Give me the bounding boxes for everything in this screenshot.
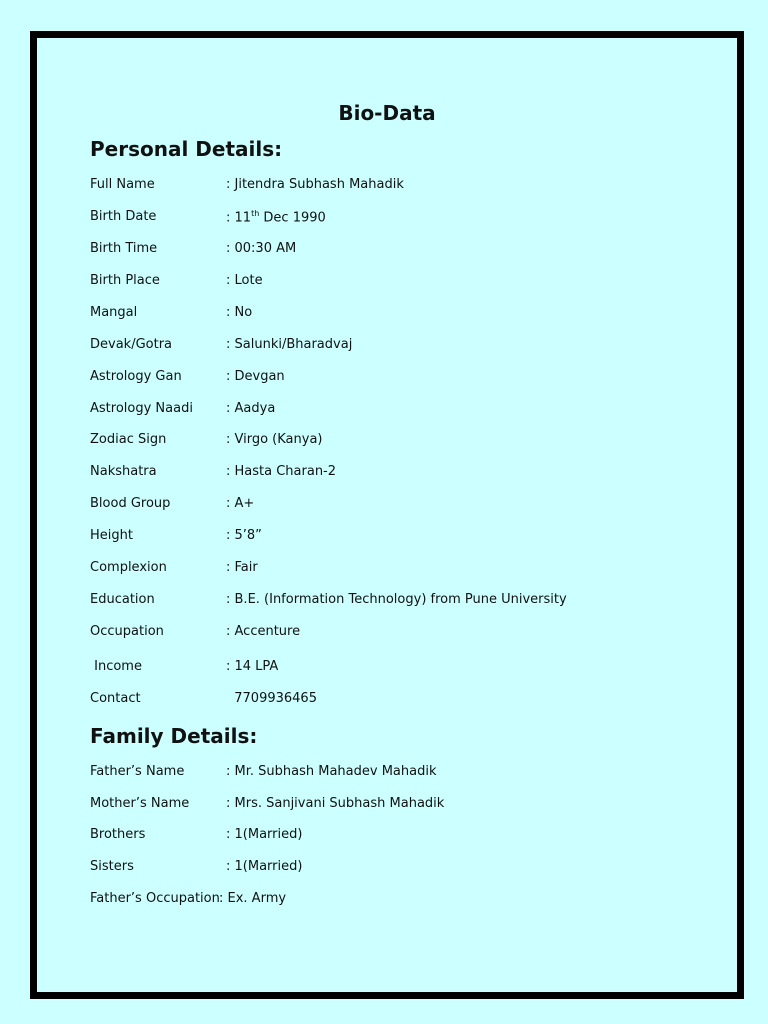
row-value: : 14 LPA	[226, 659, 279, 674]
row-value: : 5’8”	[226, 528, 262, 543]
row-value: : Accenture	[226, 624, 301, 639]
birth-date-rest: Dec 1990	[259, 210, 326, 226]
row-label: Nakshatra	[90, 464, 157, 479]
row-value: : Virgo (Kanya)	[226, 432, 323, 447]
row-value: : 1(Married)	[226, 827, 303, 842]
row-label: Birth Time	[90, 241, 158, 256]
row-value	[226, 209, 326, 225]
row-value: : Lote	[226, 273, 263, 288]
row-label: Zodiac Sign	[90, 432, 167, 447]
row-label: Sisters	[90, 859, 134, 874]
row-value: : Devgan	[226, 369, 285, 384]
row-value: : Aadya	[226, 401, 276, 416]
row-label: Occupation	[90, 624, 164, 639]
row-label: Mother’s Name	[90, 796, 190, 811]
row-value: : Ex. Army	[219, 891, 287, 906]
row-label: Mangal	[90, 305, 138, 320]
row-label: Brothers	[90, 827, 146, 842]
row-value: : Mr. Subhash Mahadev Mahadik	[226, 764, 437, 779]
row-value: : Hasta Charan-2	[226, 464, 337, 479]
row-label: Height	[90, 528, 133, 543]
row-value: : B.E. (Information Technology) from Pune University	[226, 592, 567, 607]
birth-date-ordinal: th	[251, 209, 260, 218]
row-value: : No	[226, 305, 253, 320]
row-label: Contact	[90, 691, 141, 706]
row-label: Birth Place	[90, 273, 160, 288]
row-label: Father’s Name	[90, 764, 185, 779]
family-details-heading: Family Details:	[90, 724, 258, 748]
row-value: : 00:30 AM	[226, 241, 297, 256]
row-value: 7709936465	[226, 691, 317, 706]
row-value: : Jitendra Subhash Mahadik	[226, 177, 404, 192]
row-value: : A+	[226, 496, 255, 511]
row-label: Blood Group	[90, 496, 171, 511]
row-label: Father’s Occupation	[90, 891, 220, 906]
row-value: : Salunki/Bharadvaj	[226, 337, 353, 352]
page-title: Bio-Data	[338, 101, 436, 125]
row-value: : Fair	[226, 560, 258, 575]
row-label: Devak/Gotra	[90, 337, 173, 352]
row-label: Birth Date	[90, 209, 157, 224]
row-value: : Mrs. Sanjivani Subhash Mahadik	[226, 796, 445, 811]
row-label: Full Name	[90, 177, 155, 192]
row-label: Complexion	[90, 560, 167, 575]
row-label: Astrology Naadi	[90, 401, 193, 416]
personal-details-heading: Personal Details:	[90, 137, 283, 161]
row-value: : 1(Married)	[226, 859, 303, 874]
birth-date-day: : 11	[226, 210, 252, 226]
biodata-page	[30, 31, 744, 999]
row-label: Education	[90, 592, 155, 607]
row-label: Astrology Gan	[90, 369, 182, 384]
row-label: Income	[90, 659, 142, 674]
